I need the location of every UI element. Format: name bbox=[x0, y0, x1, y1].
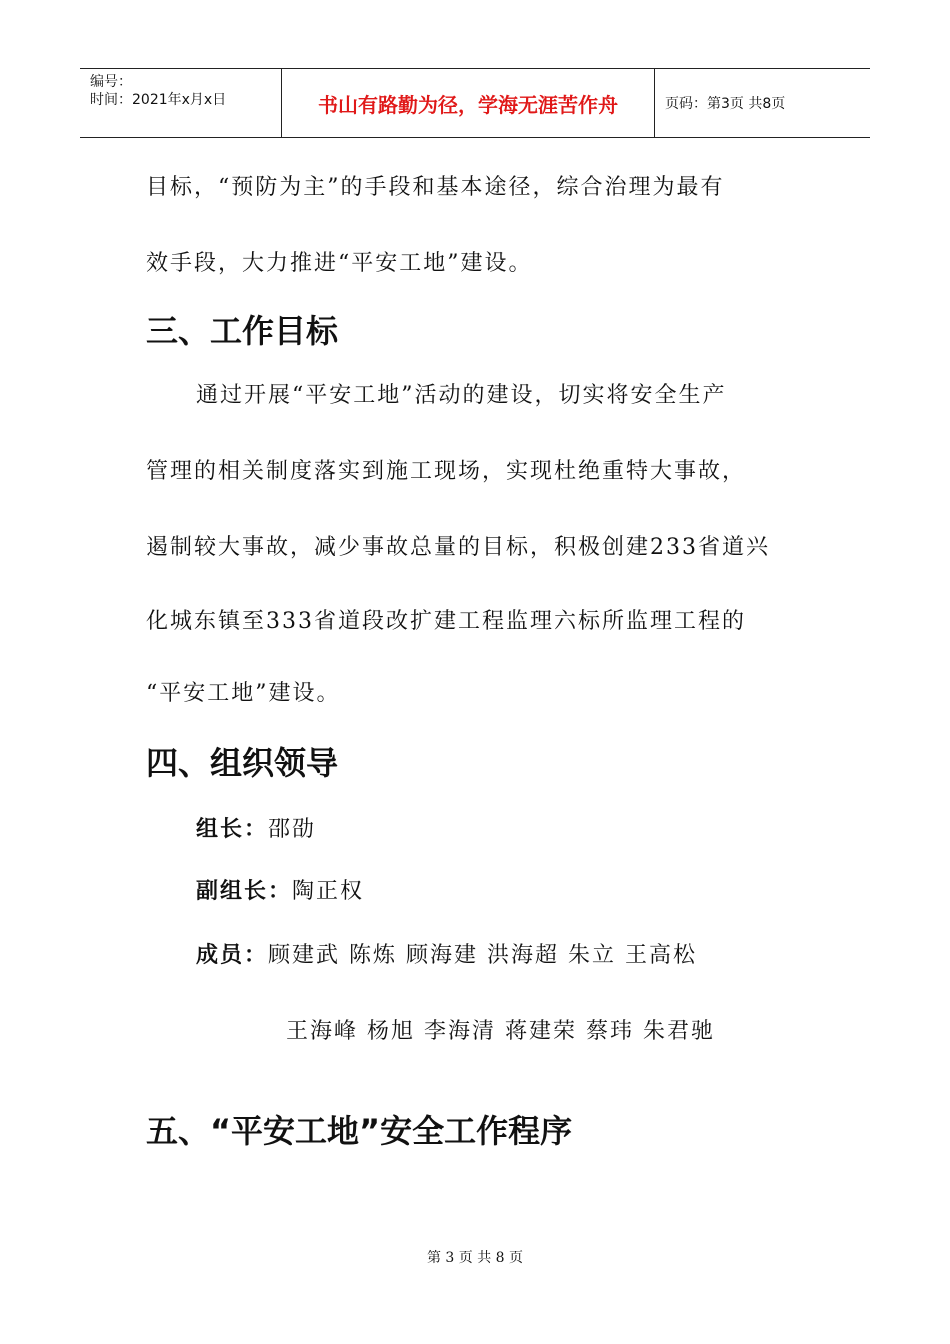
deputy-label: 副组长： bbox=[196, 879, 293, 904]
header-page-info: 页码：第3页 共8页 bbox=[665, 96, 786, 112]
header-meta bbox=[80, 69, 282, 137]
leader-name: 邵劭 bbox=[268, 817, 317, 842]
page-header bbox=[80, 68, 870, 138]
leader-label: 组长： bbox=[196, 817, 269, 842]
deputy-name: 陶正权 bbox=[292, 879, 365, 904]
paragraph-line: 遏制较大事故，减少事故总量的目标，积极创建233省道兴 bbox=[146, 535, 770, 560]
paragraph-line: 化城东镇至333省道段改扩建工程监理六标所监理工程的 bbox=[146, 609, 746, 634]
paragraph-line: 通过开展“平安工地”活动的建设，切实将安全生产 bbox=[196, 383, 727, 408]
deputy-row bbox=[196, 874, 364, 905]
header-number-label: 编号： bbox=[90, 74, 132, 90]
members-line-1: 顾建武 陈炼 顾海建 洪海超 朱立 王高松 bbox=[268, 943, 697, 968]
paragraph-line: 效手段，大力推进“平安工地”建设。 bbox=[146, 251, 533, 276]
paragraph-line: 管理的相关制度落实到施工现场，实现杜绝重特大事故， bbox=[146, 459, 747, 484]
paragraph-line: 目标，“预防为主”的手段和基本途径，综合治理为最有 bbox=[146, 175, 725, 200]
members-row bbox=[196, 938, 697, 969]
section-heading-4: 四、组织领导 bbox=[146, 744, 339, 782]
section-heading-5: 五、“平安工地”安全工作程序 bbox=[146, 1112, 573, 1150]
header-date: 时间：2021年x月x日 bbox=[90, 92, 227, 108]
members-line-2: 王海峰 杨旭 李海清 蒋建荣 蔡玮 朱君驰 bbox=[286, 1019, 715, 1044]
page-footer: 第 3 页 共 8 页 bbox=[426, 1250, 524, 1266]
members-label: 成员： bbox=[196, 943, 269, 968]
leader-row bbox=[196, 812, 316, 843]
section-heading-3: 三、工作目标 bbox=[146, 312, 339, 350]
paragraph-line: “平安工地”建设。 bbox=[146, 681, 341, 706]
header-motto: 书山有路勤为径，学海无涯苦作舟 bbox=[282, 69, 655, 137]
